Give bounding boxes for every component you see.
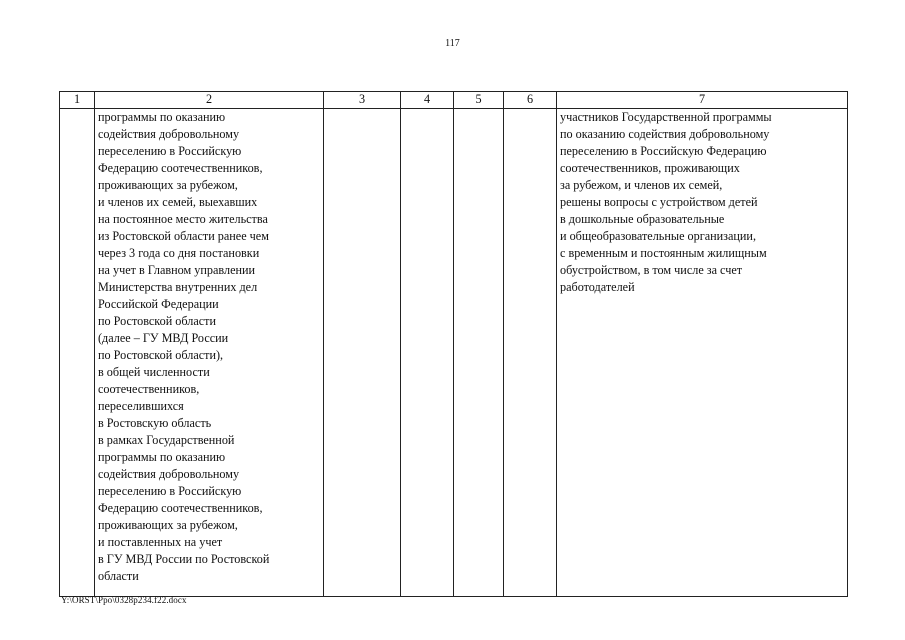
column-header-7: 7	[557, 92, 848, 109]
column-header-4: 4	[401, 92, 454, 109]
document-table	[59, 91, 848, 597]
table-cell-col1	[60, 109, 95, 597]
table-row	[60, 109, 848, 597]
table-header-row	[60, 92, 848, 109]
table-cell-col3	[324, 109, 401, 597]
column-header-3: 3	[324, 92, 401, 109]
column-header-6: 6	[504, 92, 557, 109]
column-header-1: 1	[60, 92, 95, 109]
table-cell-col7: участников Государственной программы по оказанию содействия добровольному переселению в Российскую Федерацию соотечественников, проживающих за рубежом, и членов их семей, решены вопросы с устройством детей в дошкольные образовательные и общеобразовательные организации, с временным и постоянным жилищным обустройством, в том числе за счет работодателей	[557, 109, 848, 597]
column-header-5: 5	[454, 92, 504, 109]
table-cell-col5	[454, 109, 504, 597]
footer-file-path: Y:\ORST\Ppo\0328p234.f22.docx	[61, 595, 187, 605]
column-header-2: 2	[95, 92, 324, 109]
table-cell-col2: программы по оказанию содействия добровольному переселению в Российскую Федерацию соотечественников, проживающих за рубежом, и членов их семей, выехавших на постоянное место жительства из Ростовской области ранее чем через 3 года со дня постановки на учет в Главном управлении Министерства внутренних дел Российской Федерации по Ростовской области (далее – ГУ МВД России по Ростовской области), в общей численности соотечественников, переселившихся в Ростовскую область в рамках Государственной программы по оказанию содействия добровольному переселению в Российскую Федерацию соотечественников, проживающих за рубежом, и поставленных на учет в ГУ МВД России по Ростовской области	[95, 109, 324, 597]
page-number: 117	[445, 38, 460, 49]
table-cell-col4	[401, 109, 454, 597]
table-cell-col6	[504, 109, 557, 597]
